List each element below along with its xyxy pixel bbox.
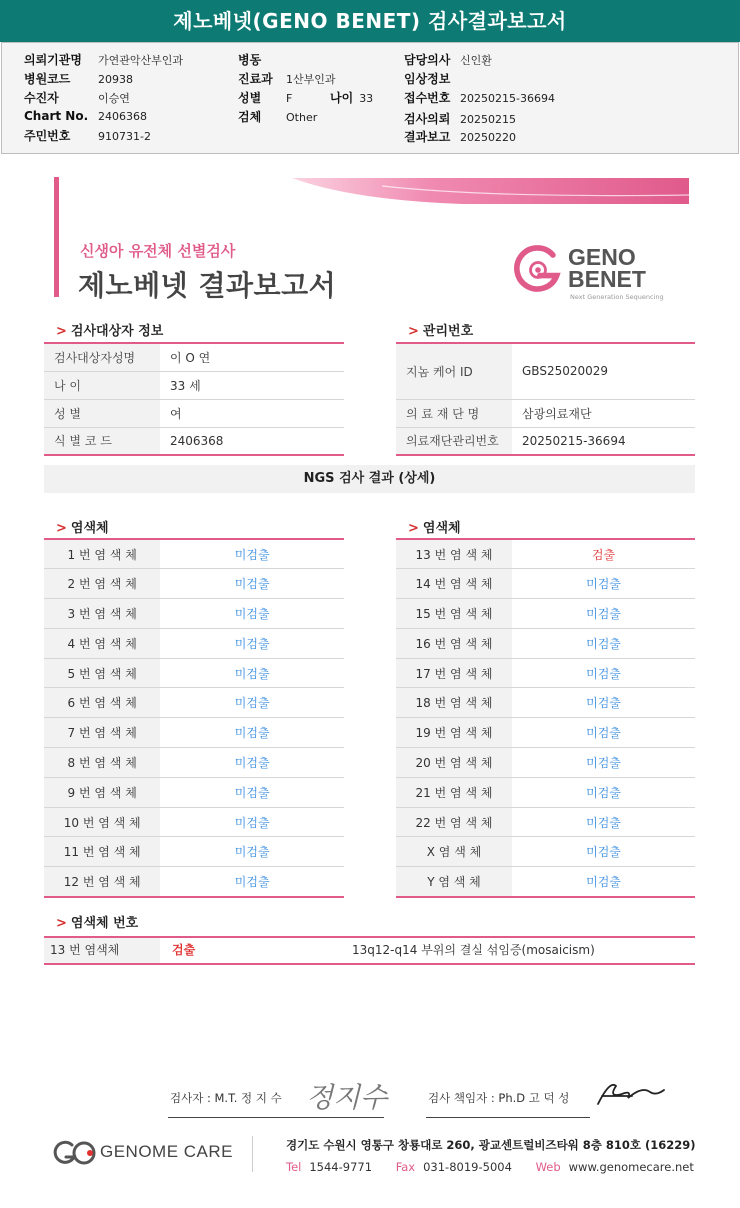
footer-contacts: Tel 1544-9771 Fax 031-8019-5004 Web www.genomecare.net [286, 1160, 694, 1174]
chromosome-name: 15 번 염 색 체 [396, 599, 512, 629]
ngs-result-title: NGS 검사 결과 (상세) [44, 465, 695, 493]
chromosome-name: 6 번 염 색 체 [44, 688, 160, 718]
director-signature-icon [592, 1076, 668, 1110]
chromosome-name: Y 염 색 체 [396, 867, 512, 897]
chromosome-result: 미검출 [160, 539, 344, 569]
detail-chromosome: 13 번 염색체 [44, 938, 160, 963]
chromosome-row [44, 837, 344, 867]
chromosome-row [396, 569, 695, 599]
chromosome-result: 미검출 [160, 807, 344, 837]
specimen-field: 검체 Other [238, 110, 318, 124]
table-row: 의 료 재 단 명 삼광의료재단 [396, 399, 695, 427]
chromosome-result: 미검출 [160, 748, 344, 778]
chromosome-result: 미검출 [512, 599, 695, 629]
footer-fax: 031-8019-5004 [423, 1160, 512, 1174]
chromosome-name: 3 번 염 색 체 [44, 599, 160, 629]
ward-field: 병동 [238, 53, 262, 67]
footer-web: www.genomecare.net [568, 1160, 694, 1174]
chromosome-name: 20 번 염 색 체 [396, 748, 512, 778]
detail-description: 13q12-q14 부위의 결실 섞임증(mosaicism) [352, 943, 595, 957]
chromosome-row [396, 628, 695, 658]
chromosome-row [396, 599, 695, 629]
chromosome-name: 2 번 염 색 체 [44, 569, 160, 599]
chromosome-row [396, 748, 695, 778]
resident-no-field: 주민번호 910731-2 [24, 129, 151, 143]
request-date-field: 검사의뢰 20250215 [404, 112, 516, 126]
chevron-right-icon: > [408, 521, 419, 536]
chromosome-name: 5 번 염 색 체 [44, 658, 160, 688]
chart-no-field: Chart No. 2406368 [24, 109, 147, 123]
chromosome-name: 17 번 염 색 체 [396, 658, 512, 688]
chromosome-name: 8 번 염 색 체 [44, 748, 160, 778]
patient-info-panel [1, 42, 739, 154]
chromosome-name: 19 번 염 색 체 [396, 718, 512, 748]
chromosome-row [44, 628, 344, 658]
chromosome-name: 16 번 염 색 체 [396, 628, 512, 658]
chromosome-name: 11 번 염 색 체 [44, 837, 160, 867]
chromosome-result: 미검출 [512, 777, 695, 807]
chromosome-row [396, 658, 695, 688]
detail-row [44, 936, 695, 965]
management-info-table [396, 342, 695, 456]
doctor-field: 담당의사 신인환 [404, 53, 492, 67]
chromosome-name: 22 번 염 색 체 [396, 807, 512, 837]
footer-address: 경기도 수원시 영통구 창룡대로 260, 광교센트럴비즈타워 8층 810호 (16229) [286, 1138, 696, 1152]
chromosome-row [396, 718, 695, 748]
chromosome-result: 검출 [512, 539, 695, 569]
signature-line [168, 1117, 384, 1118]
chromosome-row [44, 539, 344, 569]
table-row: 식 별 코 드 2406368 [44, 427, 344, 455]
chromosome-result: 미검출 [512, 748, 695, 778]
footer-divider [252, 1136, 253, 1172]
chromosome-row [396, 867, 695, 897]
table-row: 검사대상자성명 이 O 연 [44, 343, 344, 371]
genome-care-wordmark: GENOME CARE [100, 1142, 234, 1161]
chromosome-result: 미검출 [160, 599, 344, 629]
chromosome-row [44, 569, 344, 599]
chromosome-result: 미검출 [512, 688, 695, 718]
chromosome-row [44, 777, 344, 807]
chromosome-row [44, 658, 344, 688]
chromosome-row [44, 688, 344, 718]
examiner-label: 검사자 : M.T. 정 지 수 [170, 1091, 282, 1105]
detail-section-heading: > 염색체 번호 [56, 916, 139, 931]
chromosome-row [396, 777, 695, 807]
chevron-right-icon: > [56, 521, 67, 536]
chromosome-result: 미검출 [512, 867, 695, 897]
examiner-signature: 정지수 [306, 1081, 388, 1114]
director-label: 검사 책임자 : Ph.D 고 덕 성 [428, 1091, 570, 1105]
chromosome-row [396, 837, 695, 867]
footer-tel: 1544-9771 [309, 1160, 373, 1174]
chromosome-result: 미검출 [512, 658, 695, 688]
chromosome-result: 미검출 [512, 718, 695, 748]
logo-text-geno: GENO [568, 244, 636, 270]
chromosome-result: 미검출 [160, 658, 344, 688]
institution-field: 의뢰기관명 가연관악산부인과 [24, 53, 184, 67]
chevron-right-icon: > [408, 324, 419, 339]
header-decoration [292, 178, 689, 204]
subject-section-heading: > 검사대상자 정보 [56, 324, 164, 339]
signature-line [426, 1117, 590, 1118]
chromosome-name: 21 번 염 색 체 [396, 777, 512, 807]
chromosome-name: 4 번 염 색 체 [44, 628, 160, 658]
report-subtitle: 신생아 유전체 선별검사 [80, 242, 236, 260]
chromosome-name: 14 번 염 색 체 [396, 569, 512, 599]
chromosome-row [44, 599, 344, 629]
hospital-code-field: 병원코드 20938 [24, 72, 133, 86]
chevron-right-icon: > [56, 916, 67, 931]
chromosome-name: X 염 색 체 [396, 837, 512, 867]
chromosome-right-heading: > 염색체 [408, 521, 461, 536]
chromosome-row [44, 748, 344, 778]
sex-field: 성별 F [238, 91, 293, 105]
chromosome-result: 미검출 [160, 688, 344, 718]
table-row: 나 이 33 세 [44, 371, 344, 399]
chromosome-result: 미검출 [512, 569, 695, 599]
geno-benet-logo-icon [510, 242, 566, 298]
accession-field: 접수번호 20250215-36694 [404, 91, 555, 105]
report-title: 제노베넷 결과보고서 [78, 269, 337, 302]
chromosome-name: 1 번 염 색 체 [44, 539, 160, 569]
department-field: 진료과 1산부인과 [238, 72, 336, 86]
table-row: 지놈 케어 ID GBS25020029 [396, 343, 695, 399]
chromosome-result: 미검출 [512, 837, 695, 867]
chromosome-result: 미검출 [160, 777, 344, 807]
chromosome-name: 7 번 염 색 체 [44, 718, 160, 748]
report-date-field: 결과보고 20250220 [404, 130, 516, 144]
chromosome-result: 미검출 [160, 569, 344, 599]
logo-text-benet: BENET [568, 266, 646, 292]
logo-tagline: Next Generation Sequencing [570, 293, 664, 301]
chromosome-table-left [44, 538, 344, 898]
chevron-right-icon: > [56, 324, 67, 339]
chromosome-left-heading: > 염색체 [56, 521, 109, 536]
genome-care-logo-icon [52, 1138, 96, 1168]
chromosome-row [396, 539, 695, 569]
table-row: 의료재단관리번호 20250215-36694 [396, 427, 695, 455]
chromosome-name: 18 번 염 색 체 [396, 688, 512, 718]
chromosome-name: 10 번 염 색 체 [44, 807, 160, 837]
chromosome-row [396, 688, 695, 718]
report-banner-title: 제노베넷(GENO BENET) 검사결과보고서 [0, 0, 740, 42]
chromosome-table-right [396, 538, 695, 898]
clinical-info-field: 임상정보 [404, 72, 451, 86]
chromosome-row [44, 807, 344, 837]
chromosome-name: 13 번 염 색 체 [396, 539, 512, 569]
chromosome-row [44, 867, 344, 897]
chromosome-name: 9 번 염 색 체 [44, 777, 160, 807]
chromosome-result: 미검출 [160, 718, 344, 748]
chromosome-result: 미검출 [512, 628, 695, 658]
chromosome-row [44, 718, 344, 748]
accent-bar [54, 177, 59, 297]
age-field: 나이 33 [330, 91, 374, 105]
chromosome-name: 12 번 염 색 체 [44, 867, 160, 897]
chromosome-row [396, 807, 695, 837]
management-section-heading: > 관리번호 [408, 324, 474, 339]
subject-info-table [44, 342, 344, 456]
chromosome-result: 미검출 [160, 837, 344, 867]
chromosome-result: 미검출 [160, 867, 344, 897]
recipient-field: 수진자 이승연 [24, 91, 130, 105]
chromosome-result: 미검출 [160, 628, 344, 658]
chromosome-result: 미검출 [512, 807, 695, 837]
detail-result: 검출 [172, 943, 196, 957]
table-row: 성 별 여 [44, 399, 344, 427]
